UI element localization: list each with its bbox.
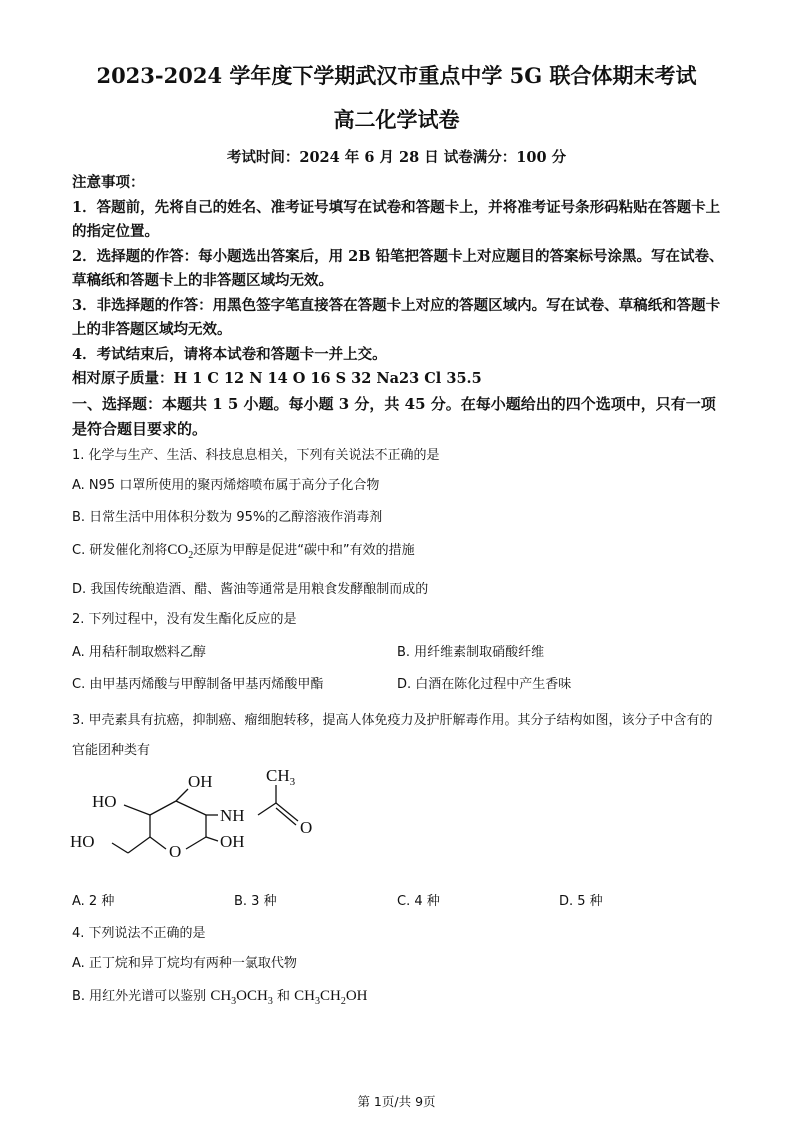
- q4-stem: 4. 下列说法不正确的是: [72, 926, 206, 941]
- ring-bond: [150, 801, 176, 815]
- structure-bonds: [112, 785, 298, 853]
- q2-option-a: A. 用秸秆制取燃料乙醇: [72, 645, 206, 660]
- ho-bond: [124, 805, 150, 815]
- q4-option-a: A. 正丁烷和异丁烷均有两种一氯取代物: [72, 956, 297, 971]
- notes-heading: 注意事项：: [72, 174, 145, 191]
- formula-part: OCH: [236, 988, 268, 1004]
- chitin-structure-diagram: [70, 765, 340, 865]
- formula-sub: 3: [231, 996, 237, 1007]
- ring-bond: [150, 837, 166, 849]
- formula-part: CH: [319, 988, 341, 1004]
- q1-option-a: A. N95 口罩所使用的聚丙烯熔喷布属于高分子化合物: [72, 478, 380, 493]
- q3-option-b: B. 3 种: [234, 894, 277, 909]
- label-ch3-base: CH: [266, 766, 290, 785]
- q3-stem: 3. 甲壳素具有抗癌，抑制癌、瘤细胞转移，提高人体免疫力及护肝解毒作用。其分子结构如图，该分子中含有的官能团种类有: [72, 713, 713, 758]
- note-item: 2．选择题的作答：每小题选出答案后，用 2B 铅笔把答题卡上对应题目的答案标号涂黑。写在试卷、草稿纸和答题卡上的非答题区域均无效。: [72, 247, 724, 289]
- ch2-bond: [128, 837, 150, 853]
- oh-bond: [206, 837, 218, 841]
- q2-stem: 2. 下列过程中，没有发生酯化反应的是: [72, 612, 297, 627]
- notes-block: [72, 171, 727, 392]
- formula-part: OH: [345, 988, 368, 1004]
- q1-option-c-rest: 还原为甲醇是促进“碳中和”有效的措施: [193, 543, 415, 558]
- q2-option-b: B. 用纤维素制取硝酸纤维: [397, 645, 545, 660]
- atomic-masses: 相对原子质量：H 1 C 12 N 14 O 16 S 32 Na23 Cl 35.5: [72, 370, 482, 387]
- label-ho-bottom: HO: [70, 832, 95, 851]
- ring-bond: [176, 801, 206, 815]
- label-oh-top: OH: [188, 772, 213, 791]
- note-item: 4．考试结束后，请将本试卷和答题卡一并上交。: [72, 345, 387, 363]
- carbonyl-bond: [276, 803, 298, 821]
- formula-part: CH: [294, 988, 315, 1004]
- q2-option-c: C. 由甲基丙烯酸与甲醇制备甲基丙烯酸甲酯: [72, 677, 324, 692]
- page-footer: 第 1页/共 9页: [357, 1094, 436, 1109]
- ring-bond: [186, 837, 206, 849]
- section-heading: 一、选择题：本题共 1 5 小题。每小题 3 分，共 45 分。在每小题给出的四个选项中，只有一项是符合题目要求的。: [72, 395, 716, 438]
- label-ch3: [266, 766, 296, 788]
- exam-title: 2023-2024 学年度下学期武汉市重点中学 5G 联合体期末考试: [96, 63, 697, 88]
- note-item: 3．非选择题的作答：用黑色签字笔直接答在答题卡上对应的答题区域内。写在试卷、草稿纸和答题卡上的非答题区域均无效。: [72, 296, 721, 338]
- q1-option-c: [72, 540, 415, 566]
- exam-meta: 考试时间：2024 年 6 月 28 日 试卷满分：100 分: [226, 149, 567, 166]
- q1-option-c-text: C. 研发催化剂将: [72, 543, 168, 558]
- q1-option-b: B. 日常生活中用体积分数为 95%的乙醇溶液作消毒剂: [72, 510, 383, 525]
- amide-bond: [258, 803, 276, 815]
- co2-formula-sub: 2: [188, 550, 194, 561]
- q3-option-a: A. 2 种: [72, 894, 115, 909]
- q1-stem: 1. 化学与生产、生活、科技息息相关，下列有关说法不正确的是: [72, 448, 440, 463]
- label-ch3-sub: 3: [289, 776, 296, 788]
- dimethyl-ether-formula: [210, 988, 273, 1007]
- label-oh-bottom: OH: [220, 832, 245, 851]
- ch2-bond: [112, 843, 128, 853]
- formula-sub: 3: [267, 996, 273, 1007]
- co2-formula-base: CO: [167, 542, 189, 558]
- q3-option-d: D. 5 种: [559, 894, 603, 909]
- q1-option-d: D. 我国传统酿造酒、醋、酱油等通常是用粮食发酵酿制而成的: [72, 582, 429, 597]
- co2-formula: [167, 542, 194, 561]
- label-ring-o: O: [169, 842, 182, 861]
- label-ho-left: HO: [92, 792, 117, 811]
- q2-option-d: D. 白酒在陈化过程中产生香味: [397, 677, 572, 692]
- q4-and: 和: [276, 989, 290, 1004]
- q3-option-c: C. 4 种: [397, 894, 440, 909]
- label-carbonyl-o: O: [300, 818, 313, 837]
- oh-bond: [176, 789, 188, 801]
- q4-option-b-text: B. 用红外光谱可以鉴别: [72, 989, 207, 1004]
- note-item: 1．答题前，先将自己的姓名、准考证号填写在试卷和答题卡上，并将准考证号条形码粘贴在答题卡上的指定位置。: [72, 198, 721, 240]
- ethanol-formula: [294, 988, 368, 1007]
- q4-option-b: [72, 986, 368, 1012]
- formula-sub: 2: [340, 996, 346, 1007]
- exam-subtitle: 高二化学试卷: [333, 107, 460, 132]
- formula-sub: 3: [314, 996, 320, 1007]
- label-nh: NH: [220, 806, 245, 825]
- formula-part: CH: [210, 988, 232, 1004]
